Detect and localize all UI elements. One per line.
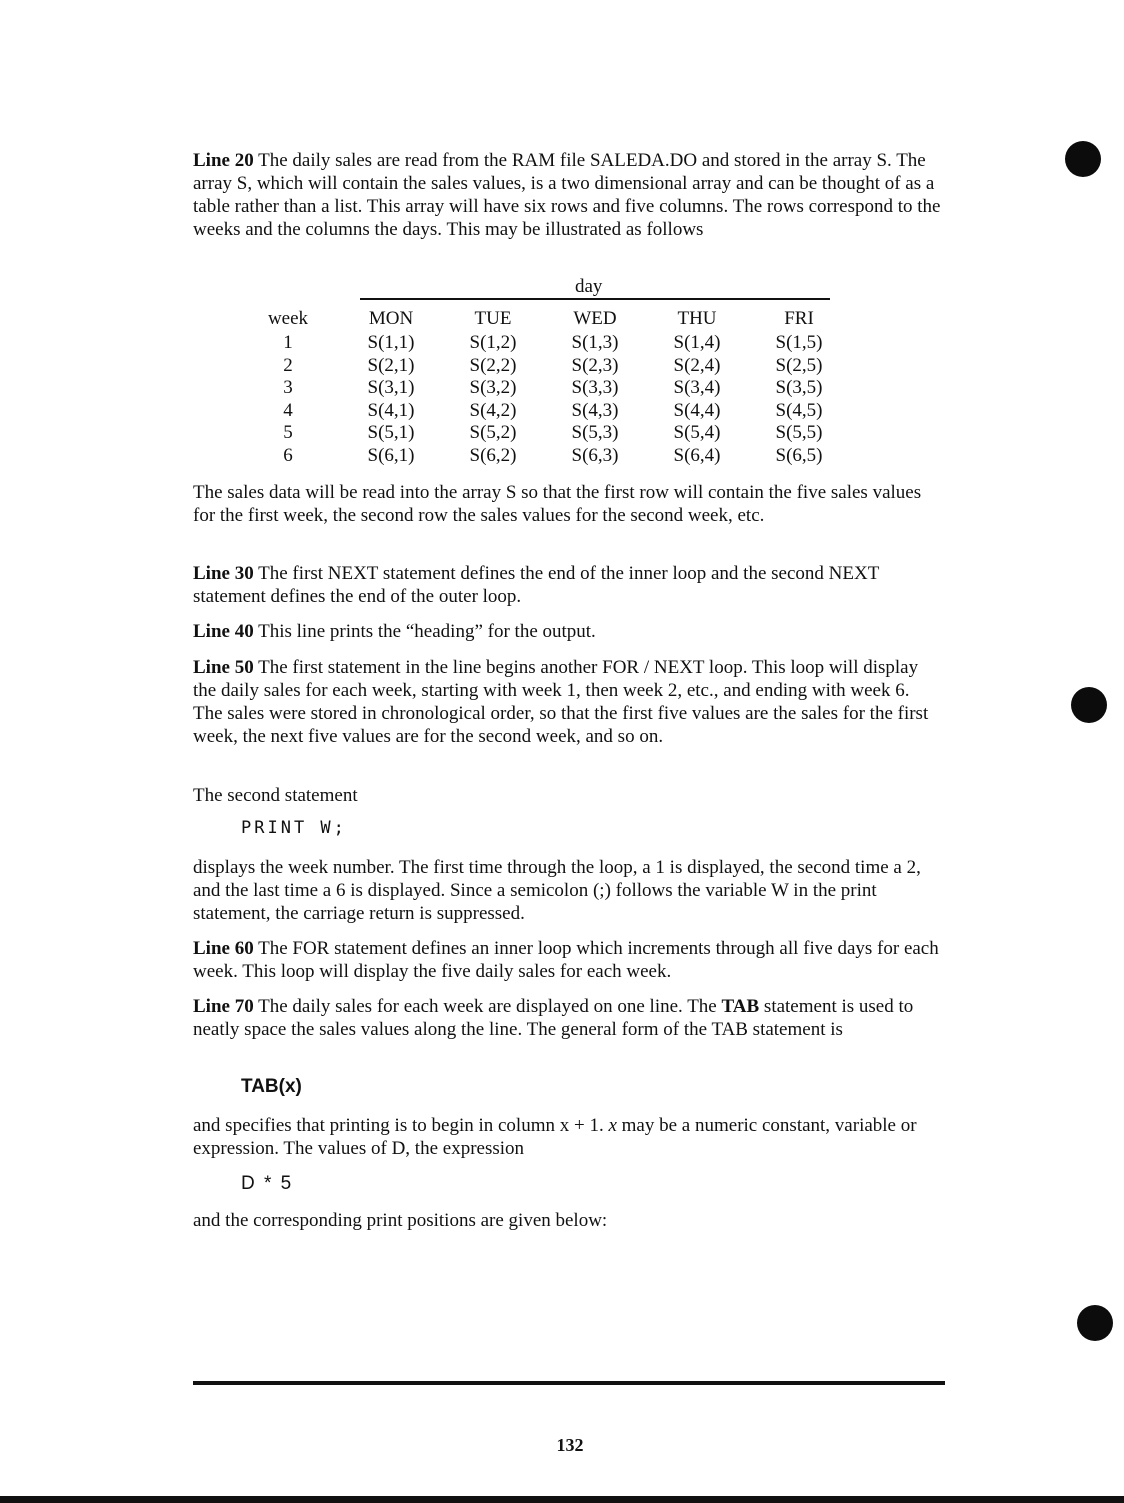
footer-rule <box>193 1381 945 1385</box>
table-cell: S(5,5) <box>775 422 823 443</box>
paragraph-text: This line prints the “heading” for the output. <box>253 621 596 642</box>
x-variable: x <box>608 1115 617 1136</box>
paragraph-line-70 <box>193 995 943 1041</box>
table-cell: S(4,2) <box>469 399 517 421</box>
paragraph-line-60 <box>193 937 943 983</box>
table-cell: S(4,5) <box>775 399 823 421</box>
table-cell: S(4,4) <box>673 399 721 421</box>
column-header: TUE <box>474 308 512 329</box>
paragraph-text: and the corresponding print positions are given below: <box>193 1210 608 1231</box>
table-cell: S(6,4) <box>673 444 721 466</box>
table-cell: S(5,2) <box>469 422 517 443</box>
header-rule <box>360 298 830 300</box>
array-table <box>250 276 850 476</box>
paragraph-second-statement <box>193 784 943 807</box>
table-cell: S(4,3) <box>571 399 619 421</box>
paragraph-line-50 <box>193 656 943 748</box>
table-cell: S(6,3) <box>571 444 619 466</box>
paragraph-line-40 <box>193 620 943 643</box>
column-header: MON <box>368 308 414 329</box>
paragraph-print-positions <box>193 1209 943 1232</box>
week-header: week <box>267 308 309 329</box>
week-number: 4 <box>283 399 293 421</box>
table-cell: S(1,4) <box>673 332 721 353</box>
code-print-statement: PRINT W; <box>241 818 347 838</box>
week-number: 1 <box>283 332 293 353</box>
scan-edge-bar <box>0 1496 1124 1503</box>
table-cell: S(3,3) <box>571 377 619 398</box>
week-number: 6 <box>283 444 293 466</box>
table-cell: S(6,5) <box>775 444 823 466</box>
table-cell: S(2,4) <box>673 354 721 376</box>
line-label: Line 30 <box>193 563 254 584</box>
table-cell: S(2,2) <box>469 354 517 376</box>
paragraph-line-30 <box>193 562 943 608</box>
table-cell: S(5,4) <box>673 422 721 443</box>
table-cell: S(6,1) <box>367 444 415 466</box>
week-number: 3 <box>283 377 293 398</box>
paragraph-text: and specifies that printing is to begin in column x + 1. <box>193 1115 609 1136</box>
paragraph-text: The FOR statement defines an inner loop which increments through all five days for each week. This loop will display the five daily sales for each week. <box>193 938 939 982</box>
table-cell: S(2,5) <box>775 354 823 376</box>
paragraph-text: displays the week number. The first time through the loop, a 1 is displayed, the second time a 2, and the last time a 6 is displayed. Since a semicolon (;) follows the variable W in the print statement, the carriage return is suppressed. <box>193 857 921 924</box>
tab-keyword: TAB <box>721 996 760 1017</box>
week-number: 5 <box>283 422 293 443</box>
line-label: Line 40 <box>193 621 254 642</box>
table-cell: S(1,5) <box>775 332 823 353</box>
table-cell: S(3,1) <box>367 377 415 398</box>
binder-hole <box>1077 1305 1113 1341</box>
paragraph-text: may be a numeric constant, variable or expression. The values of D, the expression <box>193 1115 917 1159</box>
table-cell: S(3,2) <box>469 377 517 398</box>
week-number: 2 <box>283 354 293 376</box>
d-expression: D * 5 <box>241 1173 294 1194</box>
column-header: FRI <box>784 308 814 329</box>
day-header: day <box>575 276 603 297</box>
binder-hole <box>1065 141 1101 177</box>
table-cell: S(3,5) <box>775 377 823 398</box>
table-cell: S(4,1) <box>367 399 415 421</box>
paragraph-text: The sales data will be read into the array S so that the first row will contain the five sales values for the first week, the second row the sales values for the second week, etc. <box>193 482 922 526</box>
binder-hole <box>1071 687 1107 723</box>
paragraph-text: The daily sales are read from the RAM file SALEDA.DO and stored in the array S. The array S, which will contain the sales values, is a two dimensional array and can be thought of as a table rather than a list. This array will have six rows and five columns. The rows correspond to the weeks and the columns the days. This may be illustrated as follows <box>193 150 941 240</box>
paragraph-text: The first statement in the line begins another FOR / NEXT loop. This loop will display the daily sales for each week, starting with week 1, then week 2, etc., and ending with week 6. The sales were stored in chronological order, so that the first five values are the sales for the first week, the next five values are for the second week, and so on. <box>193 657 929 747</box>
line-label: Line 70 <box>193 996 254 1017</box>
table-cell: S(1,3) <box>571 332 619 353</box>
table-cell: S(1,1) <box>367 332 415 353</box>
line-label: Line 60 <box>193 938 254 959</box>
column-header: WED <box>573 308 617 329</box>
paragraph-text: statement is used to neatly space the sales values along the line. The general form of the TAB statement is <box>193 996 914 1040</box>
page-number: 132 <box>556 1435 584 1455</box>
paragraph-line-20 <box>193 149 943 241</box>
table-cell: S(5,3) <box>571 422 619 443</box>
table-cell: S(1,2) <box>469 332 517 353</box>
paragraph-text: The second statement <box>193 785 358 806</box>
paragraph-sales-data <box>193 481 943 527</box>
tab-form: TAB(x) <box>241 1076 302 1097</box>
table-cell: S(3,4) <box>673 377 721 398</box>
table-cell: S(5,1) <box>367 422 415 443</box>
paragraph-text: The first NEXT statement defines the end of the inner loop and the second NEXT statement defines the end of the outer loop. <box>193 563 879 607</box>
paragraph-specifies <box>193 1114 943 1160</box>
line-label: Line 50 <box>193 657 254 678</box>
paragraph-text: The daily sales for each week are displayed on one line. The <box>253 996 722 1017</box>
column-header: THU <box>677 308 717 329</box>
table-cell: S(6,2) <box>469 444 517 466</box>
table-cell: S(2,1) <box>367 354 415 376</box>
paragraph-displays <box>193 856 943 925</box>
line-label: Line 20 <box>193 150 254 171</box>
table-cell: S(2,3) <box>571 354 619 376</box>
